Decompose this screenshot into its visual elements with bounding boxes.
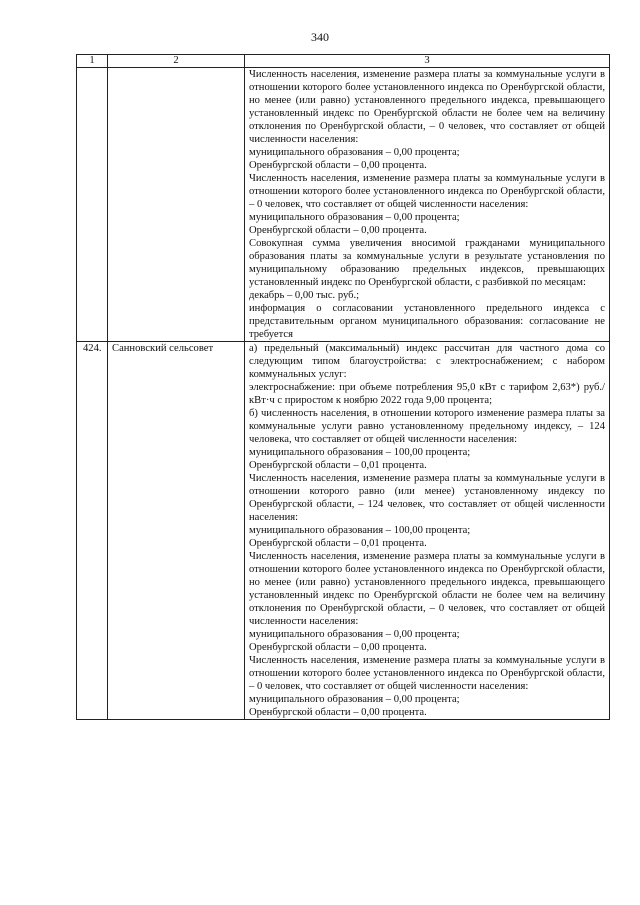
paragraph: муниципального образования – 100,00 процента; [249,525,471,536]
table-row-continued [77,68,610,342]
paragraph: декабрь – 0,00 тыс. руб.; [249,290,360,301]
paragraph: Оренбургской области – 0,00 процента. [249,707,427,718]
paragraph: Оренбургской области – 0,00 процента. [249,225,427,236]
paragraph: муниципального образования – 0,00 процента; [249,694,460,705]
paragraph: электроснабжение: при объеме потребления 95,0 кВт с тарифом 2,63*) руб./кВт·ч с приростом к ноябрю 2022 года 9,00 процента; [249,382,605,406]
table-row-424 [77,342,610,720]
paragraph: б) численность населения, в отношении которого изменение размера платы за коммунальные услуги равно установленному предельному индексу, – 124 человека, что составляет от общей численности населения: [249,408,605,445]
paragraph: а) предельный (максимальный) индекс рассчитан для частного дома со следующим типом благоустройства: с электроснабжением; с набором коммунальных услуг: [249,343,605,380]
page-number: 340 [311,30,329,44]
row-details [245,342,610,720]
paragraph: Оренбургской области – 0,01 процента. [249,460,427,471]
paragraph: Оренбургской области – 0,00 процента. [249,160,427,171]
paragraph: Численность населения, изменение размера платы за коммунальные услуги в отношении которого более установленного индекса по Оренбургской области, но менее (или равно) установленного предельного индекса, превышающего установленный индекс по Оренбургской области не более чем на величину отклонения по Оренбургской области, – 0 человек, что составляет от общей численности населения: [249,69,605,145]
paragraph: муниципального образования – 0,00 процента; [249,212,460,223]
paragraph: муниципального образования – 0,00 процента; [249,629,460,640]
table-header-row [77,55,610,68]
paragraph: муниципального образования – 100,00 процента; [249,447,471,458]
paragraph: информация о согласовании установленного предельного индекса с представительным органом муниципального образования: согласование не требуется [249,303,605,340]
row-details [245,68,610,342]
row-municipality [108,68,245,342]
paragraph: Численность населения, изменение размера платы за коммунальные услуги в отношении которого более установленного индекса по Оренбургской области, но менее (или равно) установленного предельного индекса, превышающего установленный индекс по Оренбургской области не более чем на величину отклонения по Оренбургской области, – 0 человек, что составляет от общей численности населения: [249,551,605,627]
header-col-2: 2 [108,55,245,68]
paragraph: Численность населения, изменение размера платы за коммунальные услуги в отношении которого более установленного индекса по Оренбургской области, – 0 человек, что составляет от общей численности населения: [249,655,605,692]
paragraph: Совокупная сумма увеличения вносимой гражданами муниципального образования платы за коммунальные услуги в результате установления по муниципальному образованию предельных индексов, превышающих установленный индекс по Оренбургской области, с разбивкой по месяцам: [249,238,605,288]
paragraph: Численность населения, изменение размера платы за коммунальные услуги в отношении которого более установленного индекса по Оренбургской области, – 0 человек, что составляет от общей численности населения: [249,173,605,210]
indices-table [76,54,610,720]
header-col-3: 3 [245,55,610,68]
header-col-1: 1 [77,55,108,68]
paragraph: Численность населения, изменение размера платы за коммунальные услуги в отношении которого равно (или менее) установленному индексу по Оренбургской области, – 124 человек, что составляет от общей численности населения: [249,473,605,523]
row-number: 424. [77,342,108,720]
paragraph: Оренбургской области – 0,01 процента. [249,538,427,549]
row-municipality: Санновский сельсовет [108,342,245,720]
paragraph: муниципального образования – 0,00 процента; [249,147,460,158]
row-number [77,68,108,342]
paragraph: Оренбургской области – 0,00 процента. [249,642,427,653]
